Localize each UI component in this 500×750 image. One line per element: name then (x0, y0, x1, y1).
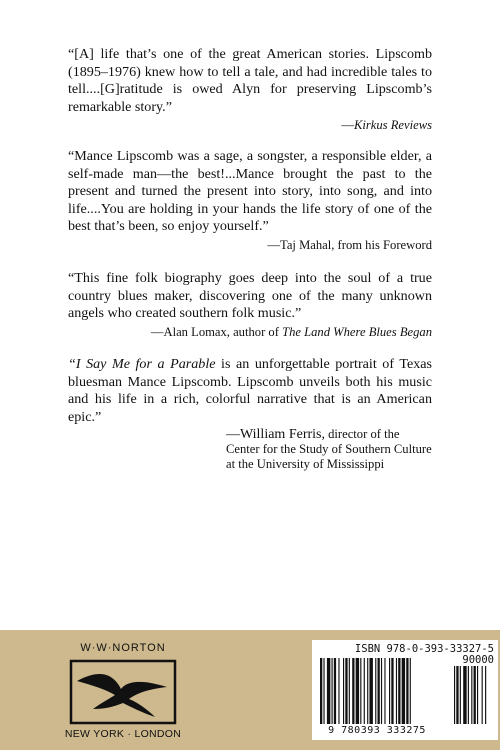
publisher-name: W·W·NORTON (80, 642, 166, 654)
blurb-attribution: —Taj Mahal, from his Foreword (267, 237, 432, 252)
blurb-quote: “This fine folk biography goes deep into the soul of a true country blues maker, discovering one of the many unknown angels who created southern folk music.” (68, 270, 432, 322)
barcode (312, 640, 498, 740)
blurb-taj-mahal (68, 148, 432, 253)
publisher-band (0, 630, 500, 750)
isbn-label: ISBN 978-0-393-33327-5 (354, 643, 494, 655)
blurb-kirkus (68, 46, 432, 133)
barcode-digits: 9 780393 333275 (328, 725, 426, 736)
publisher-block (64, 641, 182, 741)
blurb-quote: “I Say Me for a Parable is an unforgettable portrait of Texas bluesman Mance Lipscomb. Lipscomb unveils both his music and his life in a rich, colorful narrative that is an American epic.” (68, 356, 432, 425)
blurb-william-ferris (68, 356, 432, 472)
blurb-alan-lomax (68, 270, 432, 340)
blurb-attribution: —William Ferris, director of the Center for the Study of Southern Culture at the University of Mississippi (226, 427, 432, 472)
blurb-attribution: —Kirkus Reviews (341, 118, 432, 133)
seagull-logo-icon (69, 659, 177, 725)
blurb-attribution: —Alan Lomax, author of The Land Where Blues Began (150, 324, 432, 339)
price-code: 90000 (462, 654, 494, 666)
blurb-quote: “[A] life that’s one of the great American stories. Lipscomb (1895–1976) knew how to tell a tale, and had incredible tales to tell....[G]ratitude is owed Alyn for preserving Lipscomb’s remarkable story.” (68, 46, 432, 115)
blurb-quote: “Mance Lipscomb was a sage, a songster, a responsible elder, a self-made man—the best!...Mance brought the past to the present and turned the present into story, into song, and into life....You are holding in your hands the life story of one of the best that’s been, so enjoy yourself.” (68, 148, 432, 235)
publisher-location: NEW YORK · LONDON (64, 728, 182, 740)
